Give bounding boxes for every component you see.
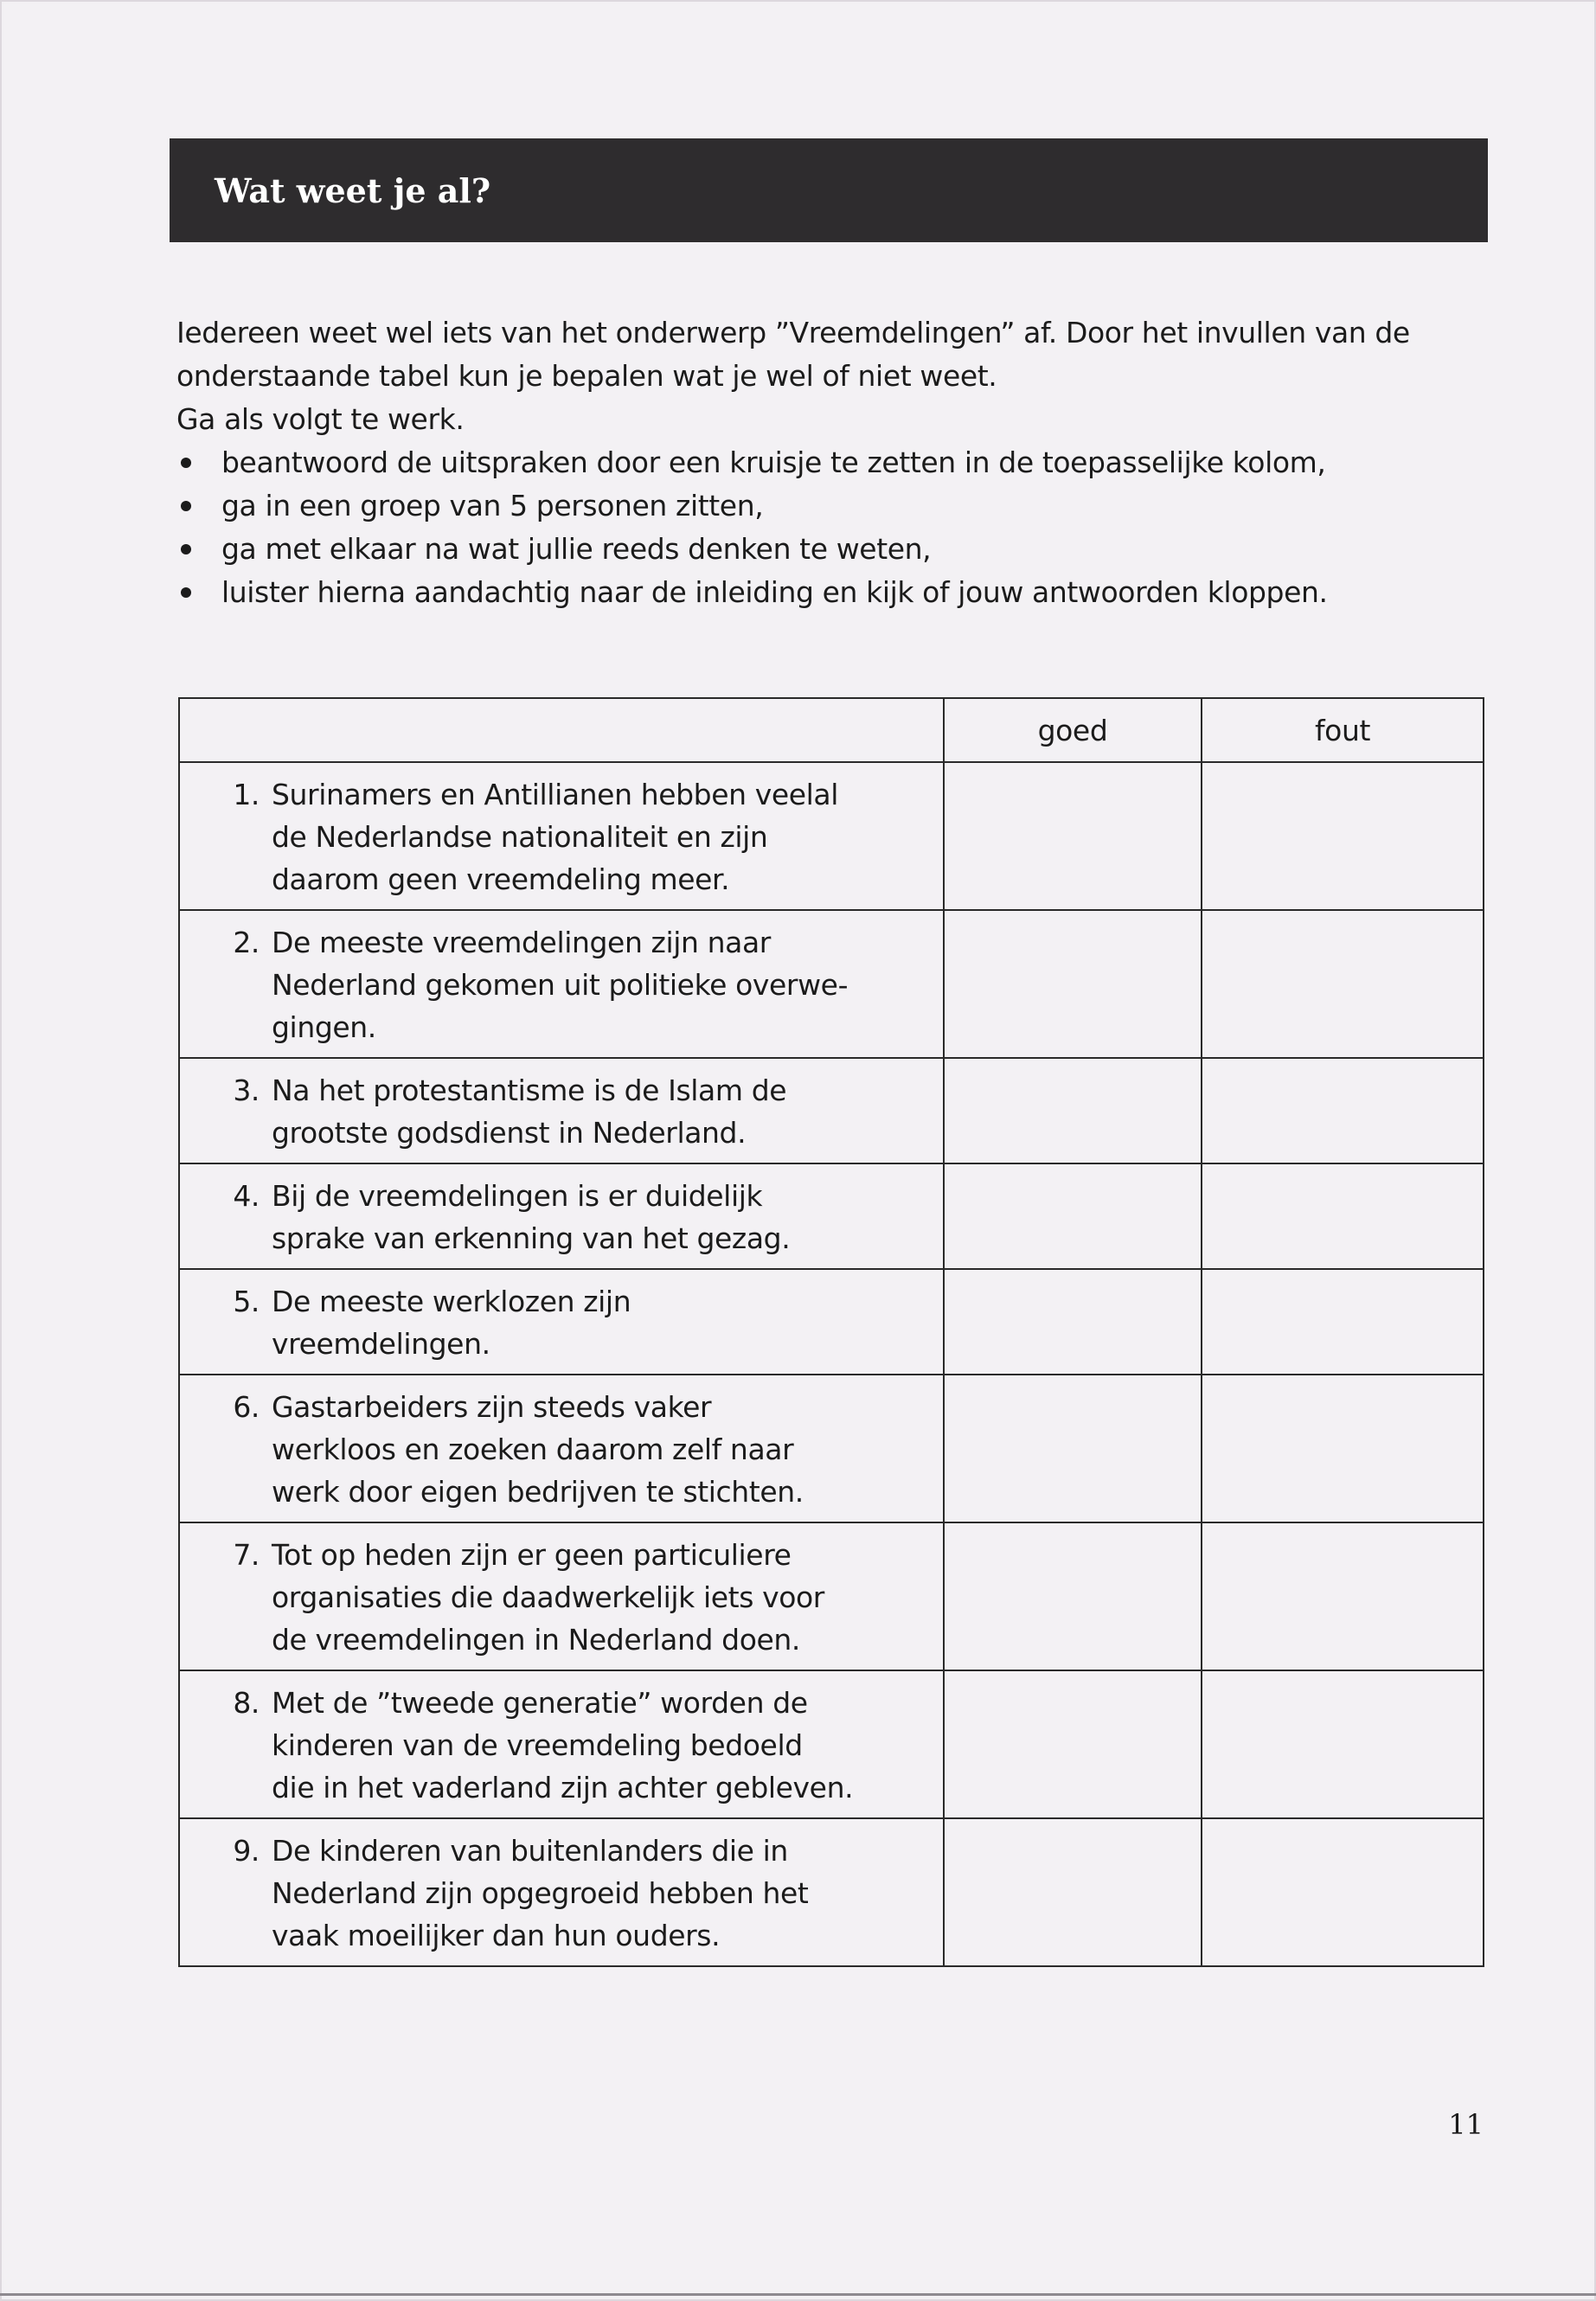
intro-instruction: Ga als volgt te werk.: [176, 402, 465, 436]
statement-cell: [179, 1670, 944, 1818]
statement-number: 5.: [233, 1285, 260, 1318]
list-item: [176, 484, 1491, 528]
statement-cell: [179, 762, 944, 910]
goed-checkbox-cell[interactable]: [944, 1375, 1202, 1522]
statement-number: 3.: [233, 1074, 260, 1107]
list-item: [176, 528, 1491, 571]
header-goed: goed: [944, 698, 1202, 762]
table-row: [179, 762, 1484, 910]
table-row: [179, 1163, 1484, 1269]
page-number: 11: [1448, 2108, 1484, 2141]
header-statement: [179, 698, 944, 762]
statement-text: Bij de vreemdelingen is er duidelijk sprake van erkenning van het gezag.: [272, 1179, 791, 1255]
fout-checkbox-cell[interactable]: [1202, 1670, 1484, 1818]
table-header-row: [179, 698, 1484, 762]
fout-checkbox-cell[interactable]: [1202, 762, 1484, 910]
statement-number: 7.: [233, 1538, 260, 1572]
table-row: [179, 1522, 1484, 1670]
statement-text: Tot op heden zijn er geen particuliere organisaties die daadwerkelijk iets voor de vreemdelingen in Nederland doen.: [272, 1538, 824, 1657]
table-row: [179, 1375, 1484, 1522]
statement-cell: [179, 910, 944, 1058]
statement-number: 6.: [233, 1390, 260, 1424]
statement-number: 9.: [233, 1834, 260, 1868]
statement-text: Surinamers en Antillianen hebben veelal de Nederlandse nationaliteit en zijn daarom geen vreemdeling meer.: [272, 778, 839, 896]
goed-checkbox-cell[interactable]: [944, 762, 1202, 910]
goed-checkbox-cell[interactable]: [944, 1670, 1202, 1818]
statement-number: 2.: [233, 926, 260, 959]
statement-number: 1.: [233, 778, 260, 811]
bullet-icon: [181, 544, 191, 554]
table-row: [179, 910, 1484, 1058]
statement-cell: [179, 1269, 944, 1375]
table-row: [179, 1818, 1484, 1966]
step-text: ga in een groep van 5 personen zitten,: [221, 489, 764, 522]
header-fout: fout: [1202, 698, 1484, 762]
section-title: Wat weet je al?: [215, 170, 491, 210]
intro-block: [176, 311, 1491, 614]
fout-checkbox-cell[interactable]: [1202, 1163, 1484, 1269]
fout-checkbox-cell[interactable]: [1202, 1375, 1484, 1522]
statement-text: De meeste vreemdelingen zijn naar Nederland gekomen uit politieke overwe- gingen.: [272, 926, 849, 1044]
intro-paragraph: Iedereen weet wel iets van het onderwerp ”Vreemdelingen” af. Door het invullen van de onderstaande tabel kun je bepalen wat je wel of niet weet.: [176, 316, 1410, 393]
table-row: [179, 1058, 1484, 1163]
list-item: [176, 441, 1491, 484]
fout-checkbox-cell[interactable]: [1202, 910, 1484, 1058]
statement-cell: [179, 1058, 944, 1163]
statement-text: De meeste werklozen zijn vreemdelingen.: [272, 1285, 631, 1361]
statement-cell: [179, 1375, 944, 1522]
fout-checkbox-cell[interactable]: [1202, 1269, 1484, 1375]
fout-checkbox-cell[interactable]: [1202, 1058, 1484, 1163]
statement-text: De kinderen van buitenlanders die in Nederland zijn opgegroeid hebben het vaak moeilijker dan hun ouders.: [272, 1834, 809, 1952]
statement-cell: [179, 1818, 944, 1966]
goed-checkbox-cell[interactable]: [944, 910, 1202, 1058]
goed-checkbox-cell[interactable]: [944, 1163, 1202, 1269]
statement-cell: [179, 1163, 944, 1269]
section-title-bar: [170, 138, 1488, 242]
instruction-list: [176, 441, 1491, 614]
statement-text: Gastarbeiders zijn steeds vaker werkloos en zoeken daarom zelf naar werk door eigen bedrijven te stichten.: [272, 1390, 804, 1509]
list-item: [176, 571, 1491, 614]
step-text: beantwoord de uitspraken door een kruisje te zetten in de toepasselijke kolom,: [221, 445, 1326, 479]
goed-checkbox-cell[interactable]: [944, 1269, 1202, 1375]
table-row: [179, 1670, 1484, 1818]
statement-number: 8.: [233, 1686, 260, 1720]
fout-checkbox-cell[interactable]: [1202, 1818, 1484, 1966]
fout-checkbox-cell[interactable]: [1202, 1522, 1484, 1670]
goed-checkbox-cell[interactable]: [944, 1818, 1202, 1966]
statement-number: 4.: [233, 1179, 260, 1213]
goed-checkbox-cell[interactable]: [944, 1058, 1202, 1163]
statement-text: Na het protestantisme is de Islam de grootste godsdienst in Nederland.: [272, 1074, 787, 1150]
step-text: ga met elkaar na wat jullie reeds denken te weten,: [221, 532, 932, 566]
statement-text: Met de ”tweede generatie” worden de kinderen van de vreemdeling bedoeld die in het vaderland zijn achter gebleven.: [272, 1686, 854, 1804]
bullet-icon: [181, 458, 191, 468]
quiz-table: [178, 697, 1484, 1967]
statement-cell: [179, 1522, 944, 1670]
goed-checkbox-cell[interactable]: [944, 1522, 1202, 1670]
step-text: luister hierna aandachtig naar de inleiding en kijk of jouw antwoorden kloppen.: [221, 575, 1328, 609]
bullet-icon: [181, 501, 191, 511]
bullet-icon: [181, 587, 191, 598]
table-row: [179, 1269, 1484, 1375]
